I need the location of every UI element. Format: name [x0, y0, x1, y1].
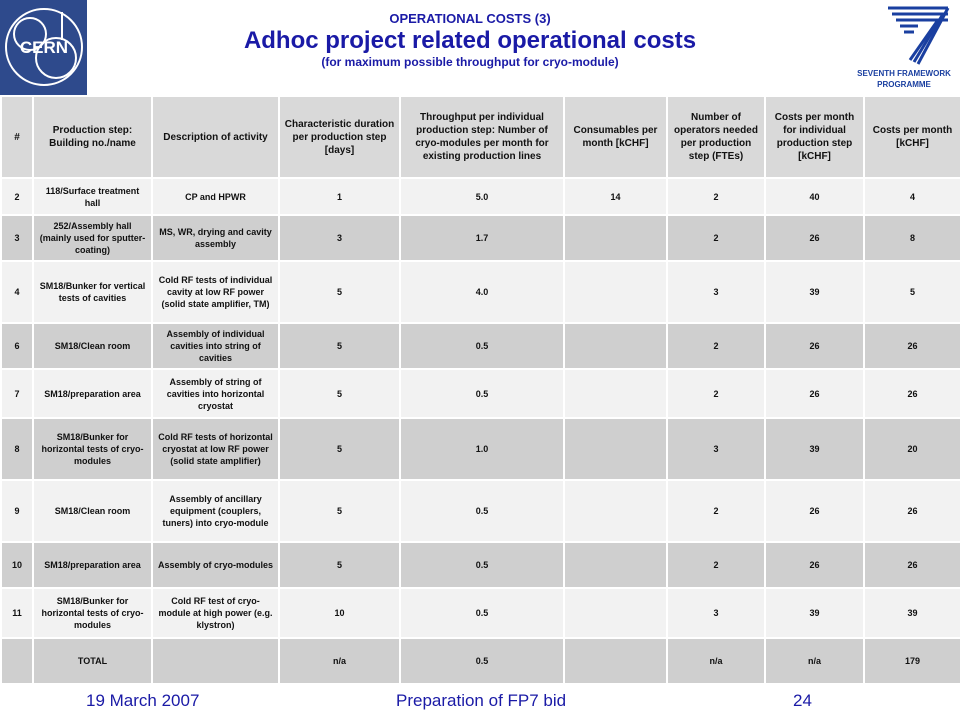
cell: 0.5 — [400, 542, 564, 588]
cell: 26 — [864, 542, 960, 588]
cell: n/a — [667, 638, 765, 684]
cell: 0.5 — [400, 638, 564, 684]
cell — [564, 638, 667, 684]
cell: 39 — [864, 588, 960, 638]
column-header: Characteristic duration per production step [days] — [279, 96, 400, 178]
slide-title: Adhoc project related operational costs — [243, 27, 697, 54]
cell: 5 — [864, 261, 960, 323]
operational-costs-table — [0, 95, 960, 685]
cell: Assembly of cryo-modules — [152, 542, 279, 588]
cell: 4 — [864, 178, 960, 215]
cell: 5 — [279, 542, 400, 588]
column-header: Costs per month [kCHF] — [864, 96, 960, 178]
table-row — [1, 323, 960, 369]
cell: 1 — [279, 178, 400, 215]
column-header: Production step: Building no./name — [33, 96, 152, 178]
cell: TOTAL — [33, 638, 152, 684]
cell: 0.5 — [400, 323, 564, 369]
cell: SM18/Bunker for horizontal tests of cryo-modules — [33, 588, 152, 638]
cell: Assembly of individual cavities into string of cavities — [152, 323, 279, 369]
cell: 5 — [279, 369, 400, 418]
cell: 26 — [864, 369, 960, 418]
cell: 8 — [1, 418, 33, 480]
fp7-logo — [848, 0, 960, 95]
cell: 26 — [765, 542, 864, 588]
cell: SM18/Clean room — [33, 480, 152, 542]
cell: 11 — [1, 588, 33, 638]
cell — [564, 215, 667, 261]
cern-logo — [0, 0, 87, 95]
cell: 5.0 — [400, 178, 564, 215]
column-header: # — [1, 96, 33, 178]
cell — [564, 588, 667, 638]
cell: 3 — [667, 588, 765, 638]
cell: 2 — [667, 480, 765, 542]
cell: 40 — [765, 178, 864, 215]
cell: 26 — [765, 323, 864, 369]
cell: 3 — [279, 215, 400, 261]
column-header: Throughput per individual production step: Number of cryo-modules per month for existing production lines — [400, 96, 564, 178]
cell: 2 — [667, 215, 765, 261]
column-header: Description of activity — [152, 96, 279, 178]
cell: 2 — [667, 323, 765, 369]
cell: 252/Assembly hall (mainly used for sputter-coating) — [33, 215, 152, 261]
table-header-row — [1, 96, 960, 178]
cell: 14 — [564, 178, 667, 215]
table-row — [1, 215, 960, 261]
cell — [564, 261, 667, 323]
slide-subtitle-bottom: (for maximum possible throughput for cryo-module) — [321, 55, 619, 69]
cell: 2 — [667, 542, 765, 588]
cell: 5 — [279, 323, 400, 369]
table-row — [1, 588, 960, 638]
cell: 4 — [1, 261, 33, 323]
cell: MS, WR, drying and cavity assembly — [152, 215, 279, 261]
table-row — [1, 369, 960, 418]
cell: 39 — [765, 418, 864, 480]
cell: 118/Surface treatment hall — [33, 178, 152, 215]
cell: 26 — [864, 480, 960, 542]
cell: 2 — [1, 178, 33, 215]
table-row — [1, 542, 960, 588]
cell: 9 — [1, 480, 33, 542]
cell: 3 — [667, 261, 765, 323]
table-row — [1, 178, 960, 215]
cell: 26 — [765, 480, 864, 542]
cell — [564, 542, 667, 588]
cell: 10 — [1, 542, 33, 588]
cell: CP and HPWR — [152, 178, 279, 215]
cell: Cold RF tests of horizontal cryostat at low RF power (solid state amplifier) — [152, 418, 279, 480]
cell: 0.5 — [400, 480, 564, 542]
cell: 26 — [765, 215, 864, 261]
cell: 3 — [1, 215, 33, 261]
cell — [564, 418, 667, 480]
cell: 6 — [1, 323, 33, 369]
svg-text:SEVENTH FRAMEWORK: SEVENTH FRAMEWORK — [857, 69, 951, 78]
cell: SM18/Bunker for vertical tests of cavities — [33, 261, 152, 323]
cell: Cold RF test of cryo-module at high power (e.g. klystron) — [152, 588, 279, 638]
footer-center-text: Preparation of FP7 bid — [396, 691, 567, 710]
cell: 4.0 — [400, 261, 564, 323]
cell: 8 — [864, 215, 960, 261]
cell: 179 — [864, 638, 960, 684]
cell: SM18/Bunker for horizontal tests of cryo-modules — [33, 418, 152, 480]
cell — [1, 638, 33, 684]
table-row — [1, 261, 960, 323]
svg-text:CERN: CERN — [19, 38, 69, 57]
cell: 1.7 — [400, 215, 564, 261]
footer-date: 19 March 2007 — [86, 691, 200, 710]
cell — [564, 369, 667, 418]
cell: 26 — [864, 323, 960, 369]
cell: SM18/preparation area — [33, 369, 152, 418]
cell: SM18/preparation area — [33, 542, 152, 588]
footer-page-number: 24 — [793, 691, 812, 710]
cell: 39 — [765, 261, 864, 323]
cell: Assembly of ancillary equipment (couplers, tuners) into cryo-module — [152, 480, 279, 542]
cell: SM18/Clean room — [33, 323, 152, 369]
cell: 26 — [765, 369, 864, 418]
cell: 0.5 — [400, 369, 564, 418]
cell — [152, 638, 279, 684]
cell — [564, 323, 667, 369]
cell: 2 — [667, 369, 765, 418]
slide-footer — [0, 684, 960, 720]
table-row — [1, 480, 960, 542]
column-header: Costs per month for individual production step [kCHF] — [765, 96, 864, 178]
column-header: Number of operators needed per production step (FTEs) — [667, 96, 765, 178]
cell: 5 — [279, 480, 400, 542]
cell: 5 — [279, 261, 400, 323]
slide-header — [0, 0, 960, 95]
column-header: Consumables per month [kCHF] — [564, 96, 667, 178]
cell: 10 — [279, 588, 400, 638]
cell: n/a — [765, 638, 864, 684]
title-block — [95, 0, 845, 69]
cell: Cold RF tests of individual cavity at low RF power (solid state amplifier, TM) — [152, 261, 279, 323]
cell: 7 — [1, 369, 33, 418]
cell: 0.5 — [400, 588, 564, 638]
cell: 20 — [864, 418, 960, 480]
svg-text:PROGRAMME: PROGRAMME — [877, 80, 931, 89]
cell: 2 — [667, 178, 765, 215]
slide-subtitle-top: OPERATIONAL COSTS (3) — [389, 11, 551, 26]
cell: Assembly of string of cavities into horizontal cryostat — [152, 369, 279, 418]
cell: 1.0 — [400, 418, 564, 480]
cell: n/a — [279, 638, 400, 684]
cell: 39 — [765, 588, 864, 638]
cell: 3 — [667, 418, 765, 480]
cell — [564, 480, 667, 542]
table-row — [1, 418, 960, 480]
cell: 5 — [279, 418, 400, 480]
table-row-total — [1, 638, 960, 684]
